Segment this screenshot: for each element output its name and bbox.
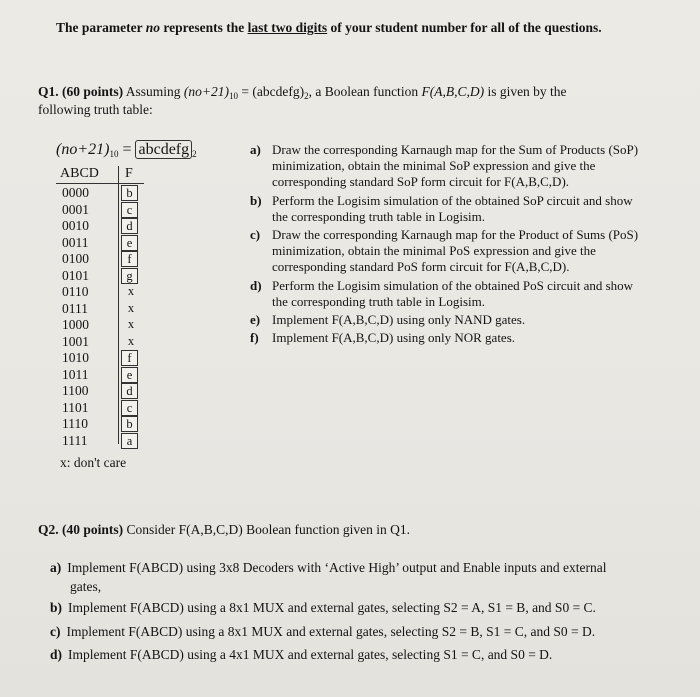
truth-table-row xyxy=(62,268,152,285)
truth-table-abcd: 1011 xyxy=(62,366,89,382)
part-label: a) xyxy=(250,142,261,157)
intro-prefix: The parameter xyxy=(56,20,146,35)
truth-table-row xyxy=(62,334,152,351)
q1-statement-line2: following truth table: xyxy=(38,102,153,117)
intro-middle: represents the xyxy=(160,20,248,35)
truth-table-header-abcd: ABCD xyxy=(60,166,99,181)
truth-table-row xyxy=(62,350,152,367)
truth-table-abcd: 1100 xyxy=(62,383,89,398)
truth-table-row xyxy=(62,202,152,219)
truth-table-row xyxy=(62,251,152,268)
truth-table-f: c xyxy=(121,400,138,416)
truth-table-row xyxy=(62,433,152,450)
truth-table-abcd: 0100 xyxy=(62,251,89,266)
q1-part-d xyxy=(250,278,645,310)
q2-item-text: Implement F(ABCD) using 3x8 Decoders with ‘Active High’ output and Enable inputs and external xyxy=(67,560,607,575)
table-heading-sub2: 2 xyxy=(192,149,197,159)
truth-table-row xyxy=(62,367,152,384)
q2-item-a-cont xyxy=(70,579,101,595)
intro-param: no xyxy=(145,20,160,35)
truth-table-row xyxy=(62,383,152,400)
truth-table-abcd: 0101 xyxy=(62,267,89,283)
q1-part-c xyxy=(250,227,645,276)
truth-table-row xyxy=(62,400,152,417)
q1-statement-line1 xyxy=(38,84,567,101)
truth-table-row xyxy=(62,218,152,235)
truth-table-heading xyxy=(56,141,197,159)
part-text: Perform the Logisim simulation of the obtained SoP circuit and show the corresponding truth table in Logisim. xyxy=(272,192,633,224)
part-text: Draw the corresponding Karnaugh map for the Product of Sums (PoS) minimization, obtain the minimal PoS expression and give the corresponding standard PoS form circuit for F(A,B,C,D). xyxy=(272,227,639,275)
truth-table-f: b xyxy=(121,185,138,201)
table-heading-eq: = xyxy=(118,141,136,158)
truth-table-row xyxy=(62,416,152,433)
q2-item-text: Implement F(ABCD) using a 8x1 MUX and external gates, selecting S2 = B, S1 = C, and S0 = D. xyxy=(66,624,596,639)
table-heading-sub10: 10 xyxy=(109,149,119,159)
truth-table-f: x xyxy=(127,317,135,331)
q2-item-c xyxy=(50,624,595,640)
truth-table-f: x xyxy=(127,284,135,298)
q2-item-text: Implement F(ABCD) using a 8x1 MUX and external gates, selecting S2 = A, S1 = B, and S0 = C. xyxy=(68,600,596,615)
truth-table-f: e xyxy=(121,367,138,383)
truth-table-f: e xyxy=(121,235,138,251)
intro-underlined: last two digits xyxy=(247,20,328,35)
q2-item-text: gates, xyxy=(70,579,102,594)
q1-part-e xyxy=(250,312,645,328)
part-text: Implement F(A,B,C,D) using only NAND gates. xyxy=(272,312,526,328)
truth-table-row xyxy=(62,317,152,334)
dont-care-note: x: don't care xyxy=(60,455,127,470)
truth-table-header-f: F xyxy=(125,166,133,181)
truth-table-row xyxy=(62,185,152,202)
truth-table-abcd: 1000 xyxy=(62,317,89,332)
truth-table-header-rule xyxy=(56,183,144,184)
truth-table-abcd: 0001 xyxy=(62,201,89,217)
truth-table-f: d xyxy=(121,383,138,399)
truth-table-abcd: 0011 xyxy=(62,234,89,250)
truth-table-row xyxy=(62,301,152,318)
q2-item-label: c) xyxy=(50,624,61,639)
truth-table-f: f xyxy=(121,350,138,366)
truth-table-abcd: 1010 xyxy=(62,350,89,365)
intro-suffix: of your student number for all of the questions. xyxy=(327,20,602,35)
part-label: f) xyxy=(250,330,259,346)
q1-label: Q1. (60 points) xyxy=(38,84,124,99)
q1-part-f xyxy=(250,330,645,346)
truth-table-abcd: 0010 xyxy=(62,218,89,233)
q2-text: Consider F(A,B,C,D) Boolean function given in Q1. xyxy=(123,522,410,537)
q2-item-label: b) xyxy=(50,600,63,615)
truth-table-abcd: 0110 xyxy=(62,284,89,299)
table-heading-expr: (no+21) xyxy=(56,141,110,158)
q2-item-a xyxy=(50,560,607,576)
truth-table-abcd: 1111 xyxy=(62,432,88,448)
truth-table-row xyxy=(62,235,152,252)
truth-table-abcd: 1001 xyxy=(62,333,89,349)
truth-table-abcd: 1110 xyxy=(62,416,88,431)
part-text: Implement F(A,B,C,D) using only NOR gates. xyxy=(272,330,516,346)
q1-text-b: , a Boolean function xyxy=(308,84,422,99)
q2-item-label: d) xyxy=(50,647,63,662)
truth-table-f: g xyxy=(121,268,138,284)
part-label: e) xyxy=(250,312,261,328)
q2-label: Q2. (40 points) xyxy=(38,522,124,537)
q1-sub10: 10 xyxy=(229,91,239,101)
part-label: c) xyxy=(250,227,261,243)
truth-table-row xyxy=(62,284,152,301)
q1-text-c: is given by the xyxy=(484,84,567,99)
q2-item-label: a) xyxy=(50,560,62,575)
q1-sub2: 2 xyxy=(304,91,309,101)
intro-note xyxy=(56,20,602,36)
q1-parts-list xyxy=(250,142,645,348)
truth-table-f: x xyxy=(127,300,135,315)
q2-item-b xyxy=(50,600,596,616)
truth-table-f: b xyxy=(121,416,138,432)
truth-table-abcd: 1101 xyxy=(62,399,89,415)
q1-func: F(A,B,C,D) xyxy=(421,84,485,99)
part-label: d) xyxy=(250,277,262,293)
part-text: Perform the Logisim simulation of the obtained PoS circuit and show the corresponding truth table in Logisim. xyxy=(272,277,634,309)
truth-table-abcd: 0111 xyxy=(62,300,88,316)
truth-table-abcd: 0000 xyxy=(62,185,89,200)
q2-item-d xyxy=(50,647,552,663)
truth-table-f: c xyxy=(121,202,138,218)
part-text: Draw the corresponding Karnaugh map for the Sum of Products (SoP) minimization, obtain the minimal SoP expression and give the corresponding standard SoP form circuit for F(A,B,C,D). xyxy=(272,142,639,190)
q2-item-text: Implement F(ABCD) using a 4x1 MUX and external gates, selecting S1 = C, and S0 = D. xyxy=(68,647,553,662)
part-label: b) xyxy=(250,192,262,208)
q1-eq: = (abcdefg) xyxy=(238,84,305,99)
truth-table-f: a xyxy=(121,433,138,449)
q2-statement xyxy=(38,522,410,538)
q1-part-b xyxy=(250,193,645,225)
truth-table-f: f xyxy=(121,251,138,267)
table-heading-boxed: abcdefg xyxy=(135,140,192,159)
truth-table-f: d xyxy=(121,218,138,234)
q1-part-a xyxy=(250,142,645,191)
q1-expr: (no+21) xyxy=(183,84,230,99)
truth-table-f: x xyxy=(127,333,135,348)
q1-text-a: Assuming xyxy=(123,84,184,99)
